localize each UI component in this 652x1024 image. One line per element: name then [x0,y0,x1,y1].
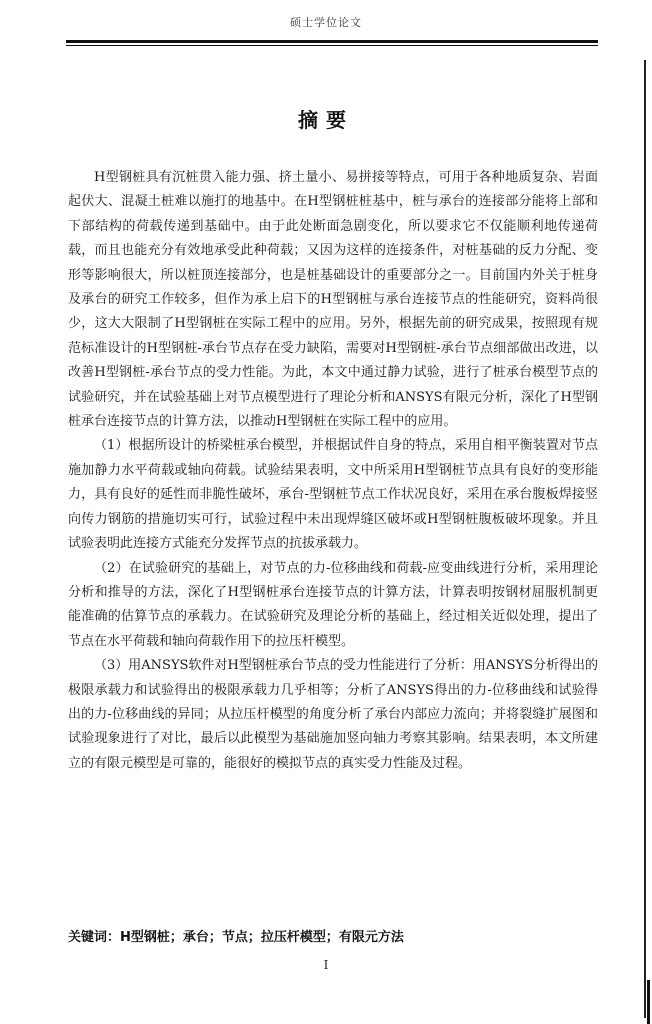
scan-edge-mark [647,980,650,1024]
keywords-line: 关键词：H型钢桩；承台；节点；拉压杆模型；有限元方法 [68,930,404,945]
header-rule-thick [66,40,598,43]
abstract-paragraph-2: （2）在试验研究的基础上，对节点的力-位移曲线和荷载-应变曲线进行分析，采用理论分析和推导的方法，深化了H型钢桩承台连接节点的计算方法，计算表明按钢材屈服机制更能准确的估算节点的承载力。在试验研究及理论分析的基础上，经过相关近似处理，提出了节点在水平荷载和轴向荷载作用下的拉压杆模型。 [68,560,598,649]
page-number: I [323,958,329,972]
abstract-body [68,166,598,776]
running-header: 硕士学位论文 [290,16,362,29]
abstract-title: 摘要 [298,108,354,132]
header-rule-thin [66,45,598,46]
scan-edge-line [644,60,646,1018]
abstract-paragraph-intro: H型钢桩具有沉桩贯入能力强、挤土量小、易拼接等特点，可用于各种地质复杂、岩面起伏大、混凝土桩难以施打的地基中。在H型钢桩桩基中，桩与承台的连接部分能将上部和下部结构的荷载传递到基础中。由于此处断面急剧变化，所以要求它不仅能顺利地传递荷载，而且也能充分有效地承受此种荷载；又因为这样的连接条件，对桩基础的反力分配、变形等影响很大，所以桩顶连接部分，也是桩基础设计的重要部分之一。目前国内外关于桩身及承台的研究工作较多，但作为承上启下的H型钢桩与承台连接节点的性能研究，资料尚很少，这大大限制了H型钢桩在实际工程中的应用。另外，根据先前的研究成果，按照现有规范标准设计的H型钢桩-承台节点存在受力缺陷，需要对H型钢桩-承台节点细部做出改进，以改善H型钢桩-承台节点的受力性能。为此，本文中通过静力试验，进行了桩承台模型节点的试验研究，并在试验基础上对节点模型进行了理论分析和ANSYS有限元分析，深化了H型钢桩承台连接节点的计算方法，以推动H型钢桩在实际工程中的应用。 [68,170,598,430]
abstract-paragraph-1: （1）根据所设计的桥梁桩承台模型，并根据试件自身的特点，采用自相平衡装置对节点施加静力水平荷载或轴向荷载。试验结果表明，文中所采用H型钢桩节点具有良好的变形能力，具有良好的延性而非脆性破坏，承台-型钢桩节点工作状况良好，采用在承台腹板焊接竖向传力钢筋的措施切实可行，试验过程中未出现焊缝区破坏或H型钢桩腹板破坏现象。并且试验表明此连接方式能充分发挥节点的抗拔承载力。 [68,438,598,552]
abstract-paragraph-3: （3）用ANSYS软件对H型钢桩承台节点的受力性能进行了分析：用ANSYS分析得出的极限承载力和试验得出的极限承载力几乎相等；分析了ANSYS得出的力-位移曲线和试验得出的力-位移曲线的异同；从拉压杆模型的角度分析了承台内部应力流向；并将裂缝扩展图和试验现象进行了对比，最后以此模型为基础施加竖向轴力考察其影响。结果表明，本文所建立的有限元模型是可靠的，能很好的模拟节点的真实受力性能及过程。 [68,658,598,771]
